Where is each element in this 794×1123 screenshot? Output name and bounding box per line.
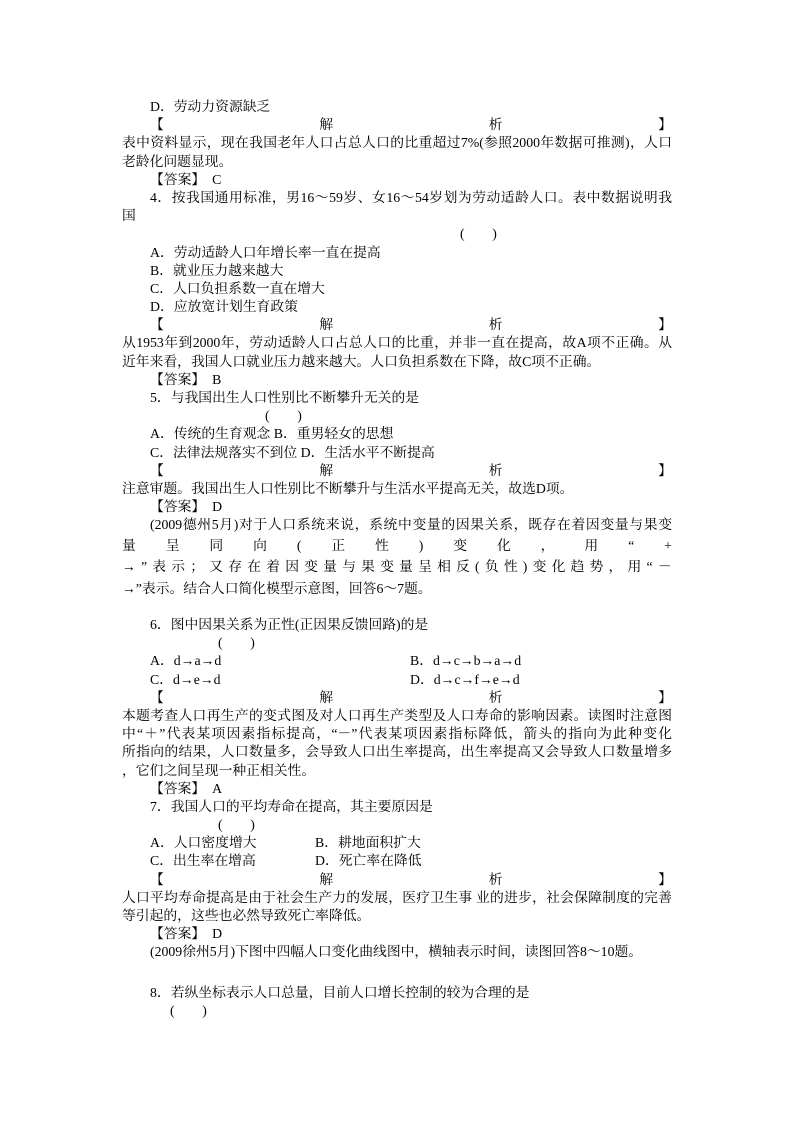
char: 析 — [488, 317, 503, 333]
char: 析 — [488, 871, 503, 887]
char: 趋 — [570, 559, 585, 574]
q4-analysis-line: 从1953年到2000年，劳动适龄人口占总人口的比重，并非一直在提高，故A项不正确。从 — [122, 335, 672, 351]
char: 化 — [496, 537, 511, 553]
char: 解 — [319, 689, 334, 705]
char: 化 — [551, 559, 566, 574]
q4-stem: 4．按我国通用标准，男16～59岁、女16～54岁划为劳动适龄人口。表中数据说明我 — [150, 189, 672, 205]
char: 】 — [658, 689, 672, 705]
char: 着 — [266, 559, 280, 574]
char: 势 — [589, 559, 604, 574]
char: 性 — [375, 537, 389, 553]
char: 解 — [319, 317, 334, 333]
material-6-7-line: →”表示。结合人口简化模型示意图，回答6～7题。 — [122, 580, 432, 596]
q4-answer-blank: ( ) — [460, 226, 497, 242]
char: 解 — [319, 462, 334, 478]
char: 变 — [532, 559, 547, 574]
char: ( — [296, 537, 302, 553]
q6-option-c: C．d→e→d — [150, 671, 221, 687]
char: 析 — [488, 117, 503, 133]
char: 用 — [584, 537, 599, 553]
char: 变 — [304, 559, 318, 574]
q5-analysis-title — [122, 462, 672, 480]
char: 析 — [488, 689, 503, 705]
char: 与 — [342, 559, 356, 574]
char: 呈 — [165, 537, 180, 553]
char: 反 — [456, 559, 470, 574]
char: 解 — [319, 871, 334, 887]
q4-analysis-title — [122, 316, 672, 334]
char: 变 — [380, 559, 394, 574]
q3-answer: 【答案】 C — [150, 171, 222, 187]
char: 【 — [150, 462, 164, 478]
char: 存 — [228, 559, 243, 574]
char: 表 — [152, 559, 167, 574]
q3-analysis-title — [122, 116, 672, 134]
char: 量 — [323, 559, 337, 574]
q5-answer-blank: ( ) — [265, 408, 302, 424]
char: 因 — [285, 559, 299, 574]
char: 】 — [658, 871, 672, 887]
char: 【 — [150, 317, 164, 333]
q4-stem: 国 — [122, 208, 136, 224]
q4-answer: 【答案】 B — [150, 371, 222, 387]
q6-analysis-line: 中“＋”代表某项因素指标提高，“－”代表某项因素指标降低，箭头的指向为此种变化 — [122, 726, 672, 742]
char: 呈 — [418, 559, 432, 574]
q4-option-b: B．就业压力越来越大 — [150, 262, 284, 278]
char: “ — [628, 537, 635, 553]
char: ) — [522, 559, 528, 574]
q6-analysis-line: 本题考查人口再生产的变式图及对人口再生产类型及人口寿命的影响因素。读图时注意图 — [122, 707, 672, 723]
q7-option-d: D．死亡率在降低 — [315, 853, 422, 869]
char: 向 — [253, 537, 267, 553]
q4-option-d: D．应放宽计划生育政策 — [150, 299, 298, 315]
q7-option-c: C．出生率在增高 — [150, 853, 256, 869]
q6-options-row — [122, 652, 672, 670]
q7-options-row — [122, 834, 672, 852]
q4-option-a: A．劳动适龄人口年增长率一直在提高 — [150, 244, 381, 260]
q5-analysis-line: 注意审题。我国出生人口性别比不断攀升与生活水平提高无关，故选D项。 — [122, 480, 574, 496]
q5-answer: 【答案】 D — [150, 499, 223, 515]
char: 量 — [399, 559, 413, 574]
char: 】 — [658, 317, 672, 333]
q5-stem: 5．与我国出生人口性别比不断攀升无关的是 — [150, 390, 420, 405]
char: 【 — [150, 871, 164, 887]
char: 变 — [453, 537, 468, 553]
char: 相 — [437, 559, 451, 574]
q6-option-b: B．d→c→b→a→d — [410, 653, 522, 669]
char: 】 — [658, 117, 672, 133]
char: → — [122, 559, 136, 574]
char: + — [664, 537, 672, 553]
material-6-7-line — [122, 535, 672, 557]
char: 】 — [658, 462, 672, 478]
char: 果 — [361, 559, 375, 574]
q6-answer-blank: ( ) — [218, 635, 255, 651]
q7-option-a: A．人口密度增大 — [150, 835, 257, 851]
q7-option-b: B．耕地面积扩大 — [315, 835, 421, 851]
q7-answer-blank: ( ) — [218, 817, 255, 833]
char: 性 — [503, 559, 518, 574]
q5-options-ab: A．传统的生育观念 B．重男轻女的思想 — [150, 426, 394, 442]
char: “ — [646, 559, 653, 574]
q6-option-a: A．d→a→d — [150, 653, 222, 669]
material-6-7-line: (2009德州5月)对于人口系统来说，系统中变量的因果关系，既存在着因变量与果变 — [150, 517, 672, 533]
material-6-7-line — [122, 556, 672, 578]
q6-answer: 【答案】 A — [150, 780, 223, 796]
char: ； — [190, 559, 205, 574]
q3-analysis-line: 老龄化问题显现。 — [122, 153, 233, 169]
q3-option-d: D．劳动力资源缺乏 — [150, 99, 271, 114]
char: 【 — [150, 689, 164, 705]
char: ， — [540, 537, 555, 553]
q7-options-row — [122, 852, 672, 870]
q6-analysis-line: 所指向的结果，人口数量多，会导致人口出生率提高，出生率提高又会导致人口数量增多 — [122, 744, 672, 760]
q7-analysis-line: 人口平均寿命提高是由于社会生产力的发展，医疗卫生事 业的进步，社会保障制度的完善 — [122, 889, 672, 905]
q6-options-row — [122, 671, 672, 689]
char: 正 — [331, 537, 346, 553]
char: 在 — [247, 559, 262, 574]
char: － — [657, 559, 672, 574]
char: 负 — [484, 559, 499, 574]
q8-answer-blank: ( ) — [170, 1002, 207, 1018]
char: 用 — [627, 559, 642, 574]
char: ， — [608, 559, 623, 574]
q3-analysis-line: 表中资料显示，现在我国老年人口占总人口的比重超过7%(参照2000年数据可推测)，人口 — [122, 135, 672, 151]
q6-option-d: D．d→c→f→e→d — [410, 671, 520, 687]
char: 量 — [122, 537, 136, 553]
document-body — [122, 98, 672, 1020]
q6-analysis-title — [122, 689, 672, 707]
char: 【 — [150, 117, 164, 133]
q6-analysis-line: ，它们之间呈现一种正相关性。 — [122, 762, 316, 778]
char: 同 — [209, 537, 224, 553]
char: 又 — [209, 559, 224, 574]
char: ” — [140, 559, 148, 574]
char: 解 — [319, 117, 334, 133]
q7-stem: 7．我国人口的平均寿命在提高，其主要原因是 — [150, 798, 433, 814]
blank-spacer — [122, 962, 672, 984]
q7-answer: 【答案】 D — [150, 926, 223, 942]
q7-analysis-line: 等引起的，这些也必然导致死亡率降低。 — [122, 908, 371, 923]
char: ( — [475, 559, 480, 574]
blank-spacer — [122, 599, 672, 616]
q7-analysis-title — [122, 871, 672, 889]
char: 示 — [171, 559, 186, 574]
material-8-10-line: (2009徐州5月)下图中四幅人口变化曲线图中，横轴表示时间，读图回答8～10题。 — [150, 944, 643, 960]
q4-option-c: C．人口负担系数一直在增大 — [150, 280, 325, 296]
char: 析 — [488, 462, 503, 478]
q4-analysis-line: 近年来看，我国人口就业压力越来越大。人口负担系数在下降，故C项不正确。 — [122, 353, 601, 369]
q5-options-cd: C．法律法规落实不到位 D．生活水平不断提高 — [150, 444, 435, 460]
q6-stem: 6．图中因果关系为正性(正因果反馈回路)的是 — [150, 617, 429, 632]
q8-stem: 8．若纵坐标表示人口总量，目前人口增长控制的较为合理的是 — [150, 984, 530, 1000]
char: ) — [418, 537, 424, 553]
